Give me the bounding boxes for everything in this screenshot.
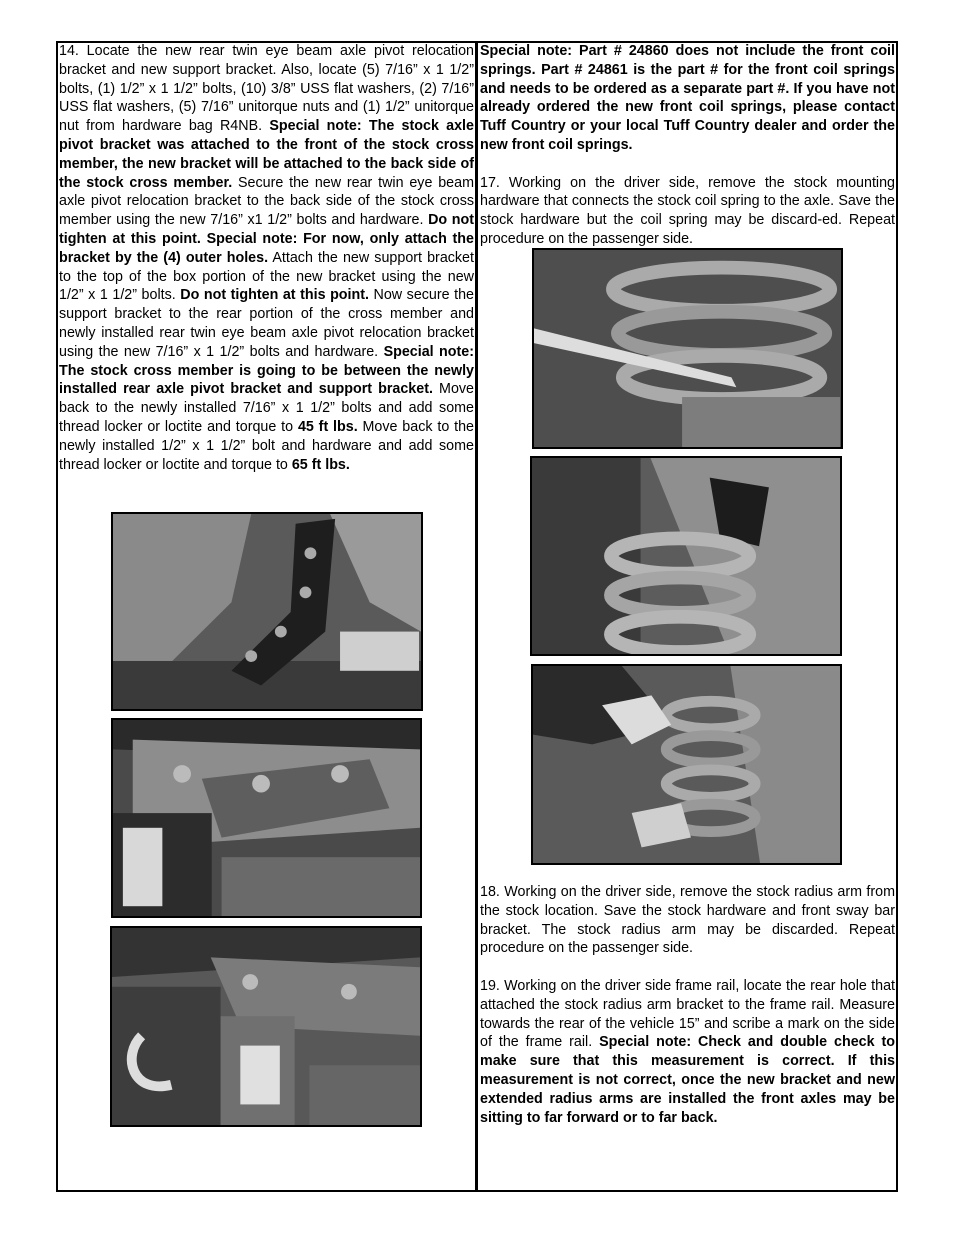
step-14-torque-65: 65 ft lbs. [291, 456, 350, 473]
coil-spring-note [480, 42, 895, 155]
step-14-note-3: Do not tighten at this point. [180, 287, 369, 304]
spacer [480, 958, 895, 977]
photo-bracket-side-view [110, 926, 422, 1127]
left-column [59, 42, 474, 474]
step-14-note-1: Special note: The stock axle pivot bracket was attached to the front of the stock cross member, the new bracket will be attached to the back side of the stock cross member. [59, 118, 474, 191]
right-column-lower [480, 883, 895, 1127]
step-14-text-3: Attach the new support bracket to the top of the box portion of the new bracket using the new 1/2” x 1 1/2” bolts. [59, 249, 474, 304]
right-column [480, 42, 895, 249]
spacer [480, 155, 895, 174]
step-14-paragraph [59, 42, 474, 474]
step-18-paragraph: 18. Working on the driver side, remove the stock radius arm from the stock location. Save the stock hardware and front sway bar bracket. The stock radius arm may be discarded. Repeat procedure on the passenger side. [480, 884, 895, 957]
photo-bracket-installed [111, 512, 423, 711]
photo-coil-spring-removal [530, 456, 842, 656]
coil-spring-note-text: Special note: Part # 24860 does not include the front coil springs. Part # 24861 is the part # for the front coil springs and needs to be ordered as a separate part #. If you have not already ordered the new front coil springs, please contact Tuff Country or your local Tuff Country dealer and order the new front coil springs. [480, 43, 895, 153]
step-14-text-2: Secure the new rear twin eye beam axle pivot relocation bracket to the back side of the stock cross member using the new 7/16” x1 1/2” bolts and hardware. [59, 174, 474, 229]
step-19-note: Special note: Check and double check to make sure that this measurement is correct. If this measurement is not correct, once the new bracket and new extended radius arms are installed the front axles may be sitting to far forward or to far back. [480, 1034, 895, 1126]
step-14-note-2: Do not tighten at this point. Special note: For now, only attach the bracket by the (4) outer holes. [59, 212, 474, 266]
step-19-paragraph [480, 977, 895, 1127]
step-14-text-5: Move back to the newly installed 7/16” x 1 1/2” bolts and add some thread locker or loctite and torque to [59, 381, 475, 435]
step-19-text: 19. Working on the driver side frame rail, locate the rear hole that attached the stock radius arm bracket to the frame rail. Measure towards the rear of the vehicle 15” and scribe a mark on the side of the frame rail. [480, 977, 895, 1051]
step-14-torque-45: 45 ft lbs. [297, 418, 358, 435]
column-divider [475, 41, 478, 1192]
step-14-text-6: Move back to the newly installed 1/2” x 1 1/2” bolt and hardware and add some thread locker or loctite and torque to [59, 418, 474, 473]
step-17-paragraph: 17. Working on the driver side, remove the stock mounting hardware that connects the stock coil spring to the axle. Save the stock hardware but the coil spring may be discard-ed. Repeat procedure on the passenger side. [480, 174, 895, 247]
photo-support-bracket-closeup [111, 718, 422, 918]
photo-coil-spring-wrench [532, 248, 843, 449]
step-14-note-4: Special note: The stock cross member is going to be between the newly installed rear axle pivot bracket and support bracket. [59, 343, 475, 398]
step-14-text-4: Now secure the support bracket to the rear portion of the cross member and newly installed rear twin eye beam axle pivot relocation bracket using the new 7/16” x 1 1/2” bolts and hardware. [59, 287, 475, 360]
photo-coil-spring-hands [531, 664, 842, 865]
step-14-text-1: 14. Locate the new rear twin eye beam axle pivot relocation bracket and new support bracket. Also, locate (5) 7/16” x 1 1/2” bolts, (1) 1/2” x 1 1/2” bolts, (10) 3/8” USS flat washers, (2) 7/16” USS flat washers, (5) 7/16” unitorque nuts and (1) 1/2” unitorque nut from hardware bag R4NB. [59, 43, 474, 135]
